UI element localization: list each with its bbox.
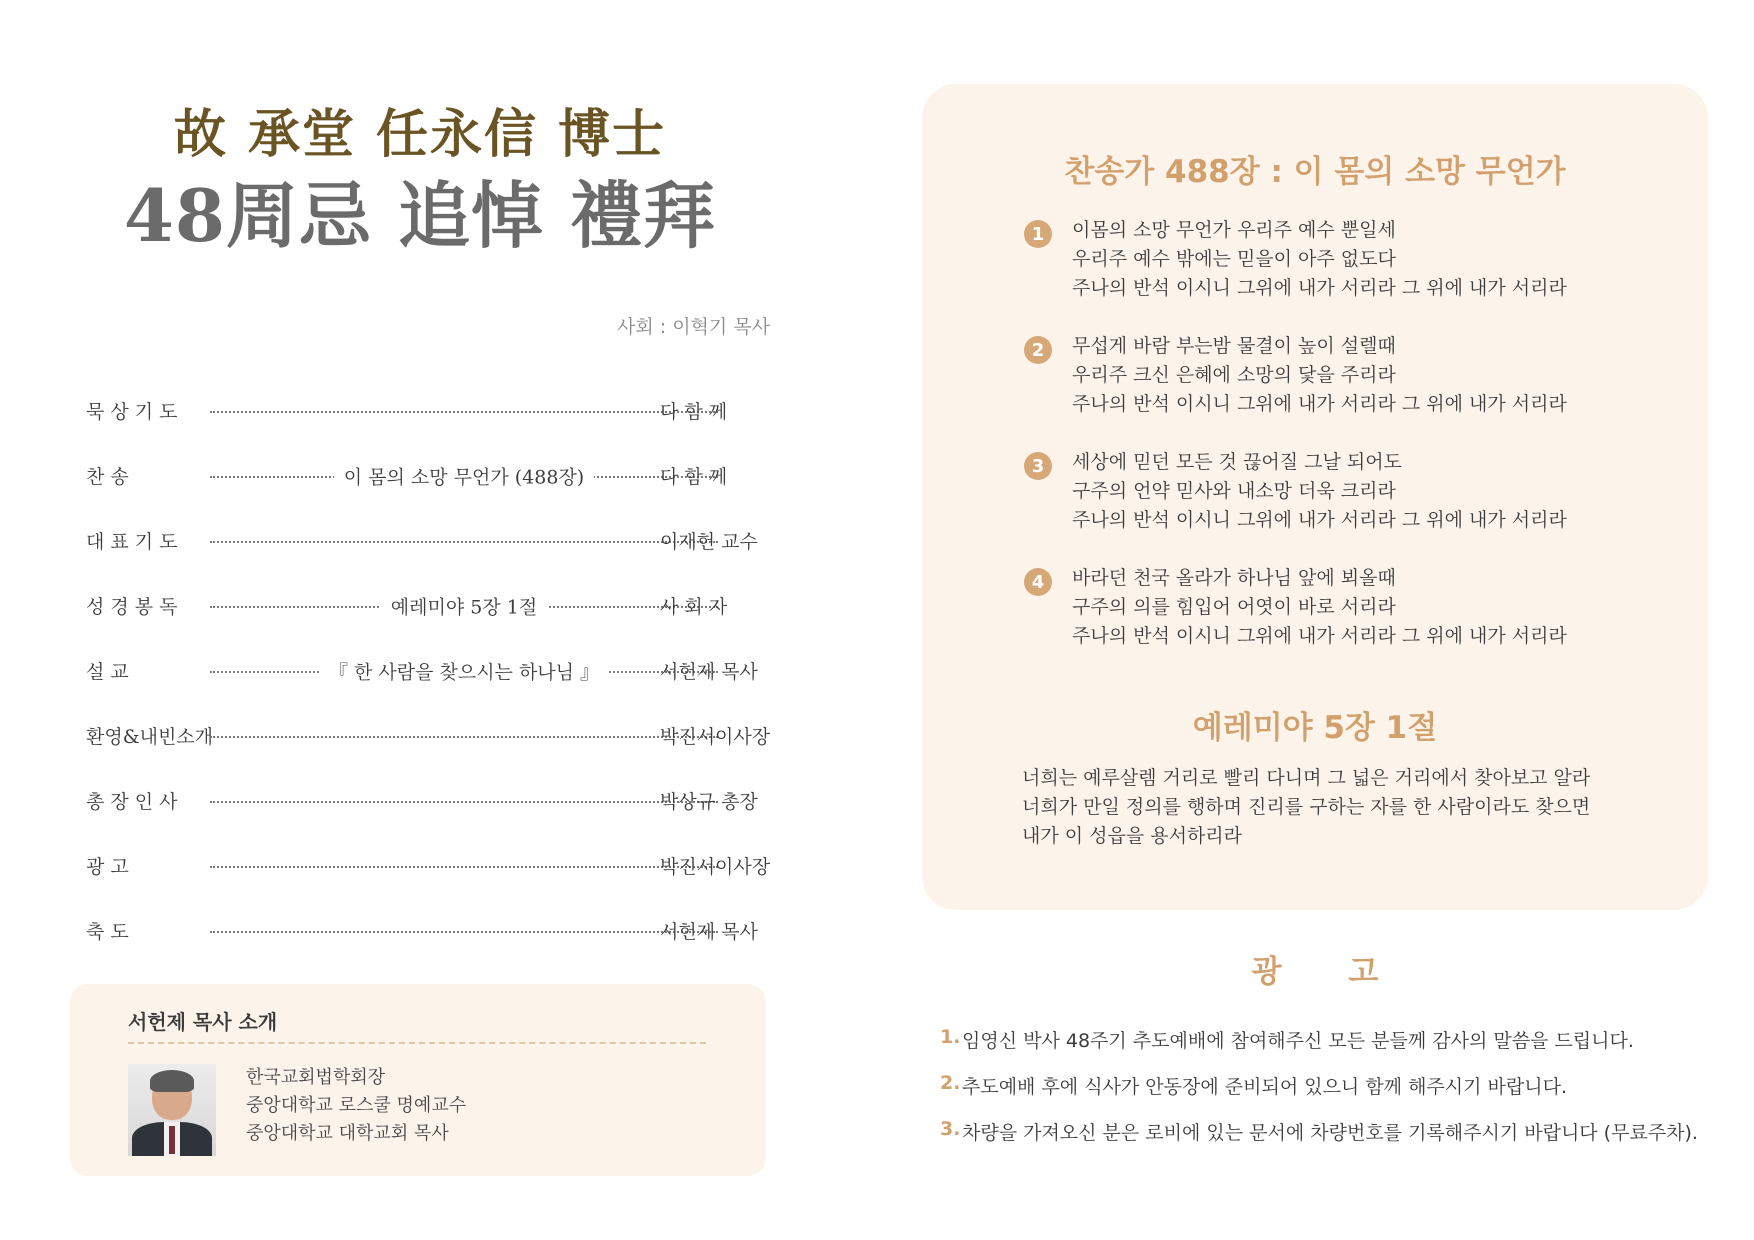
notices-title: 광 고 (1251, 954, 1407, 990)
program-label: 총 장 인 사 (86, 791, 178, 813)
verse-number-badge: 4 (1024, 568, 1052, 596)
credential-line: 한국교회법학회장 (246, 1067, 386, 1088)
memorial-title: 故 承堂 任永信 博士 (173, 104, 667, 165)
dashed-divider (128, 1042, 706, 1044)
program-row (86, 508, 770, 573)
program-leader: 다 함 께 (660, 466, 728, 488)
program-order (86, 378, 770, 963)
program-label: 설 교 (86, 661, 129, 683)
program-leader: 사 회 자 (660, 596, 728, 618)
program-leader: 이재헌 교수 (660, 531, 758, 553)
notice-item (940, 1072, 1698, 1118)
hymn-title: 찬송가 488장 : 이 몸의 소망 무언가 (1064, 154, 1566, 190)
lyric-line: 주나의 반석 이시니 그위에 내가 서리라 그 위에 내가 서리라 (1072, 277, 1567, 299)
credential-line: 중앙대학교 로스쿨 명예교수 (246, 1095, 467, 1116)
scripture-text (1022, 764, 1590, 851)
scripture-line: 너희가 만일 정의를 행하며 진리를 구하는 자를 한 사람이라도 찾으면 (1022, 796, 1591, 818)
program-detail: 이 몸의 소망 무언가 (488장) (334, 466, 594, 488)
program-detail: 예레미야 5장 1절 (381, 596, 547, 618)
lyric-line: 주나의 반석 이시니 그위에 내가 서리라 그 위에 내가 서리라 (1072, 625, 1567, 647)
lyric-line: 주나의 반석 이시니 그위에 내가 서리라 그 위에 내가 서리라 (1072, 393, 1567, 415)
program-row (86, 703, 770, 768)
dotted-leader (210, 801, 718, 803)
verse-number-badge: 1 (1024, 220, 1052, 248)
memorial-subtitle: 48周忌 追悼 禮拜 (123, 173, 717, 258)
speaker-intro-title: 서헌제 목사 소개 (128, 1010, 278, 1034)
verse-number-badge: 2 (1024, 336, 1052, 364)
lyric-line: 구주의 의를 힘입어 어엿이 바로 서리라 (1072, 596, 1396, 618)
scripture-line: 너희는 예루살렘 거리로 빨리 다니며 그 넓은 거리에서 찾아보고 알라 (1022, 767, 1591, 789)
program-leader: 서헌제 목사 (660, 921, 758, 943)
program-row (86, 638, 770, 703)
program-row (86, 898, 770, 963)
notice-number: 3. (940, 1118, 961, 1140)
dotted-leader (210, 411, 718, 413)
program-row (86, 443, 770, 508)
notice-item (940, 1026, 1698, 1072)
program-row (86, 378, 770, 443)
notices-list (940, 1026, 1698, 1164)
notice-text: 임영신 박사 48주기 추도예배에 참여해주신 모든 분들께 감사의 말씀을 드립니다. (962, 1030, 1634, 1052)
hymn-panel (922, 84, 1708, 910)
program-detail: 『 한 사람을 찾으시는 하나님 』 (319, 661, 609, 683)
program-label: 환영&내빈소개 (86, 726, 214, 748)
lyric-line: 무섭게 바람 부는밤 물결이 높이 설렐때 (1072, 335, 1396, 357)
notice-item (940, 1118, 1698, 1164)
scripture-line: 내가 이 성읍을 용서하리라 (1022, 825, 1243, 847)
program-row (86, 573, 770, 638)
notice-text: 추도예배 후에 식사가 안동장에 준비되어 있으니 함께 해주시기 바랍니다. (962, 1076, 1567, 1098)
program-leader: 박진서이사장 (660, 856, 771, 878)
lyric-line: 우리주 예수 밖에는 믿을이 아주 없도다 (1072, 248, 1396, 270)
notice-text: 차량을 가져오신 분은 로비에 있는 문서에 차량번호를 기록해주시기 바랍니다 (무료주차). (962, 1122, 1698, 1144)
dotted-leader (210, 736, 718, 738)
lyric-line: 바라던 천국 올라가 하나님 앞에 뵈올때 (1072, 567, 1396, 589)
program-leader: 다 함 께 (660, 401, 728, 423)
scripture-title: 예레미야 5장 1절 (1192, 710, 1438, 746)
notice-number: 1. (940, 1026, 961, 1048)
lyric-line: 주나의 반석 이시니 그위에 내가 서리라 그 위에 내가 서리라 (1072, 509, 1567, 531)
lyric-line: 구주의 언약 믿사와 내소망 더욱 크리라 (1072, 480, 1396, 502)
notice-number: 2. (940, 1072, 961, 1094)
program-row (86, 833, 770, 898)
verse-number-badge: 3 (1024, 452, 1052, 480)
program-label: 광 고 (86, 856, 129, 878)
program-leader: 서헌제 목사 (660, 661, 758, 683)
program-label: 축 도 (86, 921, 129, 943)
program-label: 성 경 봉 독 (86, 596, 178, 618)
lyric-line: 세상에 믿던 모든 것 끊어질 그날 되어도 (1072, 451, 1402, 473)
dotted-leader (210, 866, 718, 868)
program-leader: 박진서이사장 (660, 726, 771, 748)
lyric-line: 우리주 크신 은혜에 소망의 닻을 주리라 (1072, 364, 1396, 386)
program-label: 찬 송 (86, 466, 129, 488)
speaker-photo (128, 1064, 216, 1156)
lyric-line: 이몸의 소망 무언가 우리주 예수 뿐일세 (1072, 219, 1396, 241)
program-row (86, 768, 770, 833)
dotted-leader (210, 541, 718, 543)
presider-text: 사회 : 이혁기 목사 (617, 316, 770, 338)
credential-line: 중앙대학교 대학교회 목사 (246, 1123, 449, 1144)
program-label: 대 표 기 도 (86, 531, 178, 553)
speaker-credentials (246, 1064, 466, 1148)
program-label: 묵 상 기 도 (86, 401, 178, 423)
speaker-intro-box (70, 984, 766, 1176)
dotted-leader (210, 931, 718, 933)
program-leader: 박상규 총장 (660, 791, 758, 813)
